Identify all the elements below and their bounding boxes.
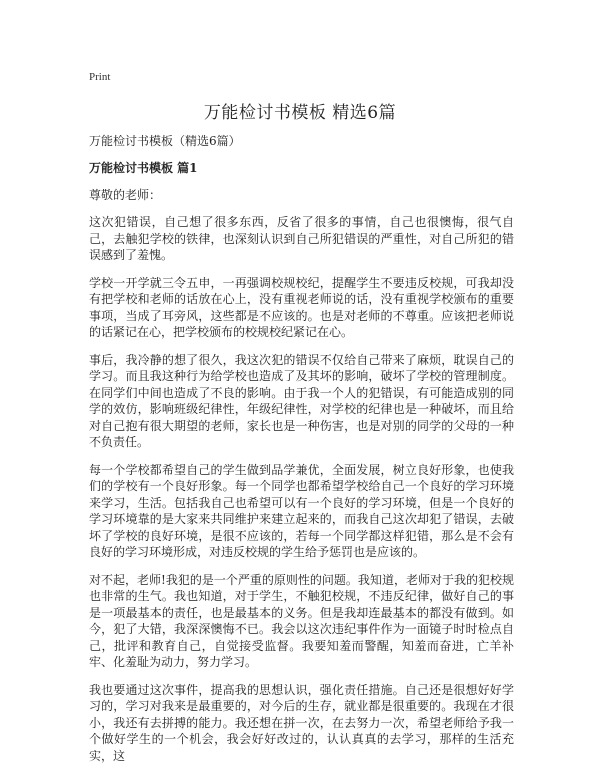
print-label: Print — [89, 71, 111, 83]
paragraph-6: 我也要通过这次事件，提高我的思想认识，强化责任措施。自己还是很想好好学习的，学习对我来是最重要的，对今后的生存，就业都是很重要的。我现在才很小，我还有去拼搏的能力。我还想在拼一次，在去努力一次，希望老师给予我一个做好学生的一个机会，我会好好改过的，认认真真的去学习，那样的生活充实，这 — [89, 682, 514, 763]
document-subtitle: 万能检讨书模板（精选6篇） — [89, 134, 241, 148]
body-text — [89, 214, 514, 764]
salutation: 尊敬的老师： — [89, 188, 162, 202]
paragraph-3: 事后，我冷静的想了很久，我这次犯的错误不仅给自己带来了麻烦，耽误自己的学习。而且我这种行为给学校也造成了及其坏的影响，破坏了学校的管理制度。在同学们中间也造成了不良的影响。由于我一个人的犯错误，有可能造成别的同学的效仿，影响班级纪律性，年级纪律性，对学校的纪律也是一种破坏，而且给对自己抱有很大期望的老师，家长也是一种伤害，也是对别的同学的父母的一种不负责任。 — [89, 352, 514, 449]
paragraph-1: 这次犯错误，自己想了很多东西，反省了很多的事情，自己也很懊悔，很气自己，去触犯学校的铁律，也深刻认识到自己所犯错误的严重性，对自己所犯的错误感到了羞愧。 — [89, 215, 514, 262]
paragraph-4: 每一个学校都希望自己的学生做到品学兼优，全面发展，树立良好形象，也使我们的学校有一个良好形象。每一个同学也都希望学校给自己一个良好的学习环境来学习，生活。包括我自己也希望可以有一个良好的学习环境，但是一个良好的学习环境靠的是大家来共同维护来建立起来的，而我自己这次却犯了错误，去破坏了学校的良好环境，是很不应该的，若每一个同学都这样犯错，那么是不会有良好的学习环境形成，对违反校规的学生给予惩罚也是应该的。 — [89, 462, 514, 559]
document-title: 万能检讨书模板 精选6篇 — [203, 103, 397, 123]
section-heading: 万能检讨书模板 篇1 — [89, 161, 198, 175]
paragraph-2: 学校一开学就三令五申，一再强调校规校纪，提醒学生不要违反校规，可我却没有把学校和老师的话放在心上，没有重视老师说的话，没有重视学校颁布的重要事项，当成了耳旁风，这些都是不应该的。也是对老师的不尊重。应该把老师说的话紧记在心，把学校颁布的校规校纪紧记在心。 — [89, 275, 514, 339]
paragraph-5: 对不起，老师!我犯的是一个严重的原则性的问题。我知道，老师对于我的犯校规也非常的生气。我也知道，对于学生，不触犯校规，不违反纪律，做好自己的事是一项最基本的责任，也是最基本的义务。但是我却连最基本的都没有做到。如今，犯了大错，我深深懊悔不已。我会以这次违纪事件作为一面镜子时时检点自己，批评和教育自己，自觉接受监督。我要知羞而警醒，知羞而奋进，亡羊补牢、化羞耻为动力，努力学习。 — [89, 572, 514, 669]
